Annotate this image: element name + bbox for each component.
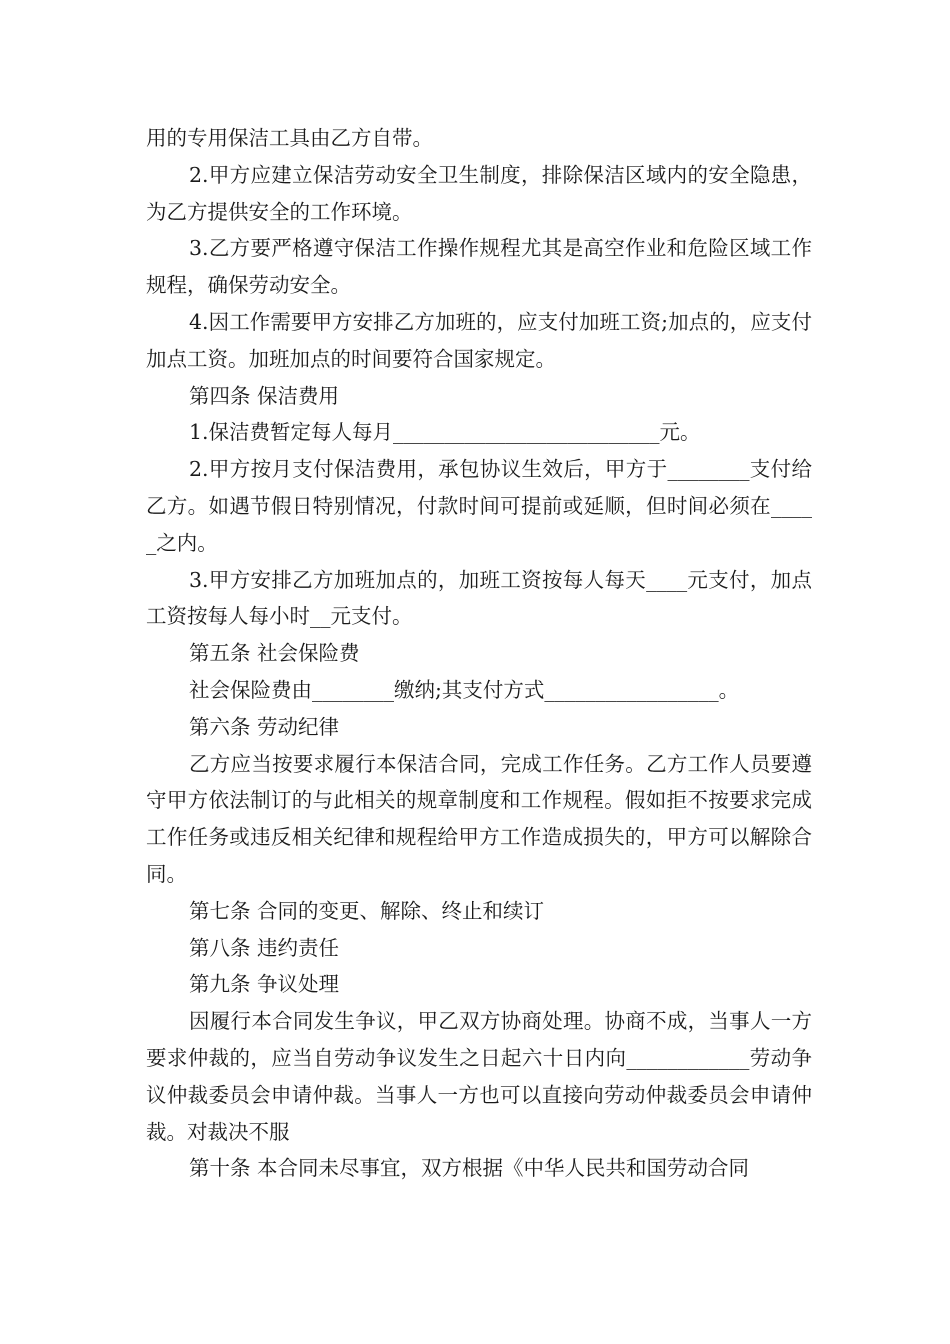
heading-article-7: 第七条 合同的变更、解除、终止和续订 — [189, 898, 545, 923]
paragraph-clause-4-item-1: 1.保洁费暂定每人每月__________________________元。 — [189, 420, 701, 445]
heading-article-8: 第八条 违约责任 — [189, 935, 340, 960]
paragraph-clause-3-item-3: 3.乙方要严格遵守保洁工作操作规程尤其是高空作业和危险区域工作规程，确保劳动安全。 — [146, 236, 812, 298]
paragraph-clause-4-item-2: 2.甲方按月支付保洁费用，承包协议生效后，甲方于________支付给乙方。如遇节假日特别情况，付款时间可提前或延顺，但时间必须在_____之内。 — [146, 457, 812, 555]
paragraph-article-10: 第十条 本合同未尽事宜，双方根据《中华人民共和国劳动合同 — [189, 1156, 750, 1181]
heading-article-5: 第五条 社会保险费 — [189, 641, 360, 666]
paragraph-clause-3-item-2: 2.甲方应建立保洁劳动安全卫生制度，排除保洁区域内的安全隐患，为乙方提供安全的工作环境。 — [146, 162, 812, 224]
heading-article-6: 第六条 劳动纪律 — [189, 714, 340, 739]
paragraph-labor-discipline: 乙方应当按要求履行本保洁合同，完成工作任务。乙方工作人员要遵守甲方依法制订的与此相关的规章制度和工作规程。假如拒不按要求完成工作任务或违反相关纪律和规程给甲方工作造成损失的，甲方可以解除合同。 — [146, 751, 812, 886]
heading-article-9: 第九条 争议处理 — [189, 972, 340, 997]
paragraph-social-insurance: 社会保险费由________缴纳;其支付方式_________________。 — [189, 677, 740, 702]
heading-article-4: 第四条 保洁费用 — [189, 383, 340, 408]
paragraph-tools-continuation: 用的专用保洁工具由乙方自带。 — [146, 126, 433, 150]
paragraph-clause-3-item-4: 4.因工作需要甲方安排乙方加班的，应支付加班工资;加点的，应支付加点工资。加班加点的时间要符合国家规定。 — [146, 309, 812, 371]
paragraph-clause-4-item-3: 3.甲方安排乙方加班加点的，加班工资按每人每天____元支付，加点工资按每人每小时__元支付。 — [146, 567, 812, 629]
document-body — [146, 120, 812, 1187]
paragraph-dispute-resolution: 因履行本合同发生争议，甲乙双方协商处理。协商不成，当事人一方要求仲裁的，应当自劳动争议发生之日起六十日内向____________劳动争议仲裁委员会申请仲裁。当事人一方也可以直接向劳动仲裁委员会申请仲裁。对裁决不服 — [146, 1009, 812, 1144]
